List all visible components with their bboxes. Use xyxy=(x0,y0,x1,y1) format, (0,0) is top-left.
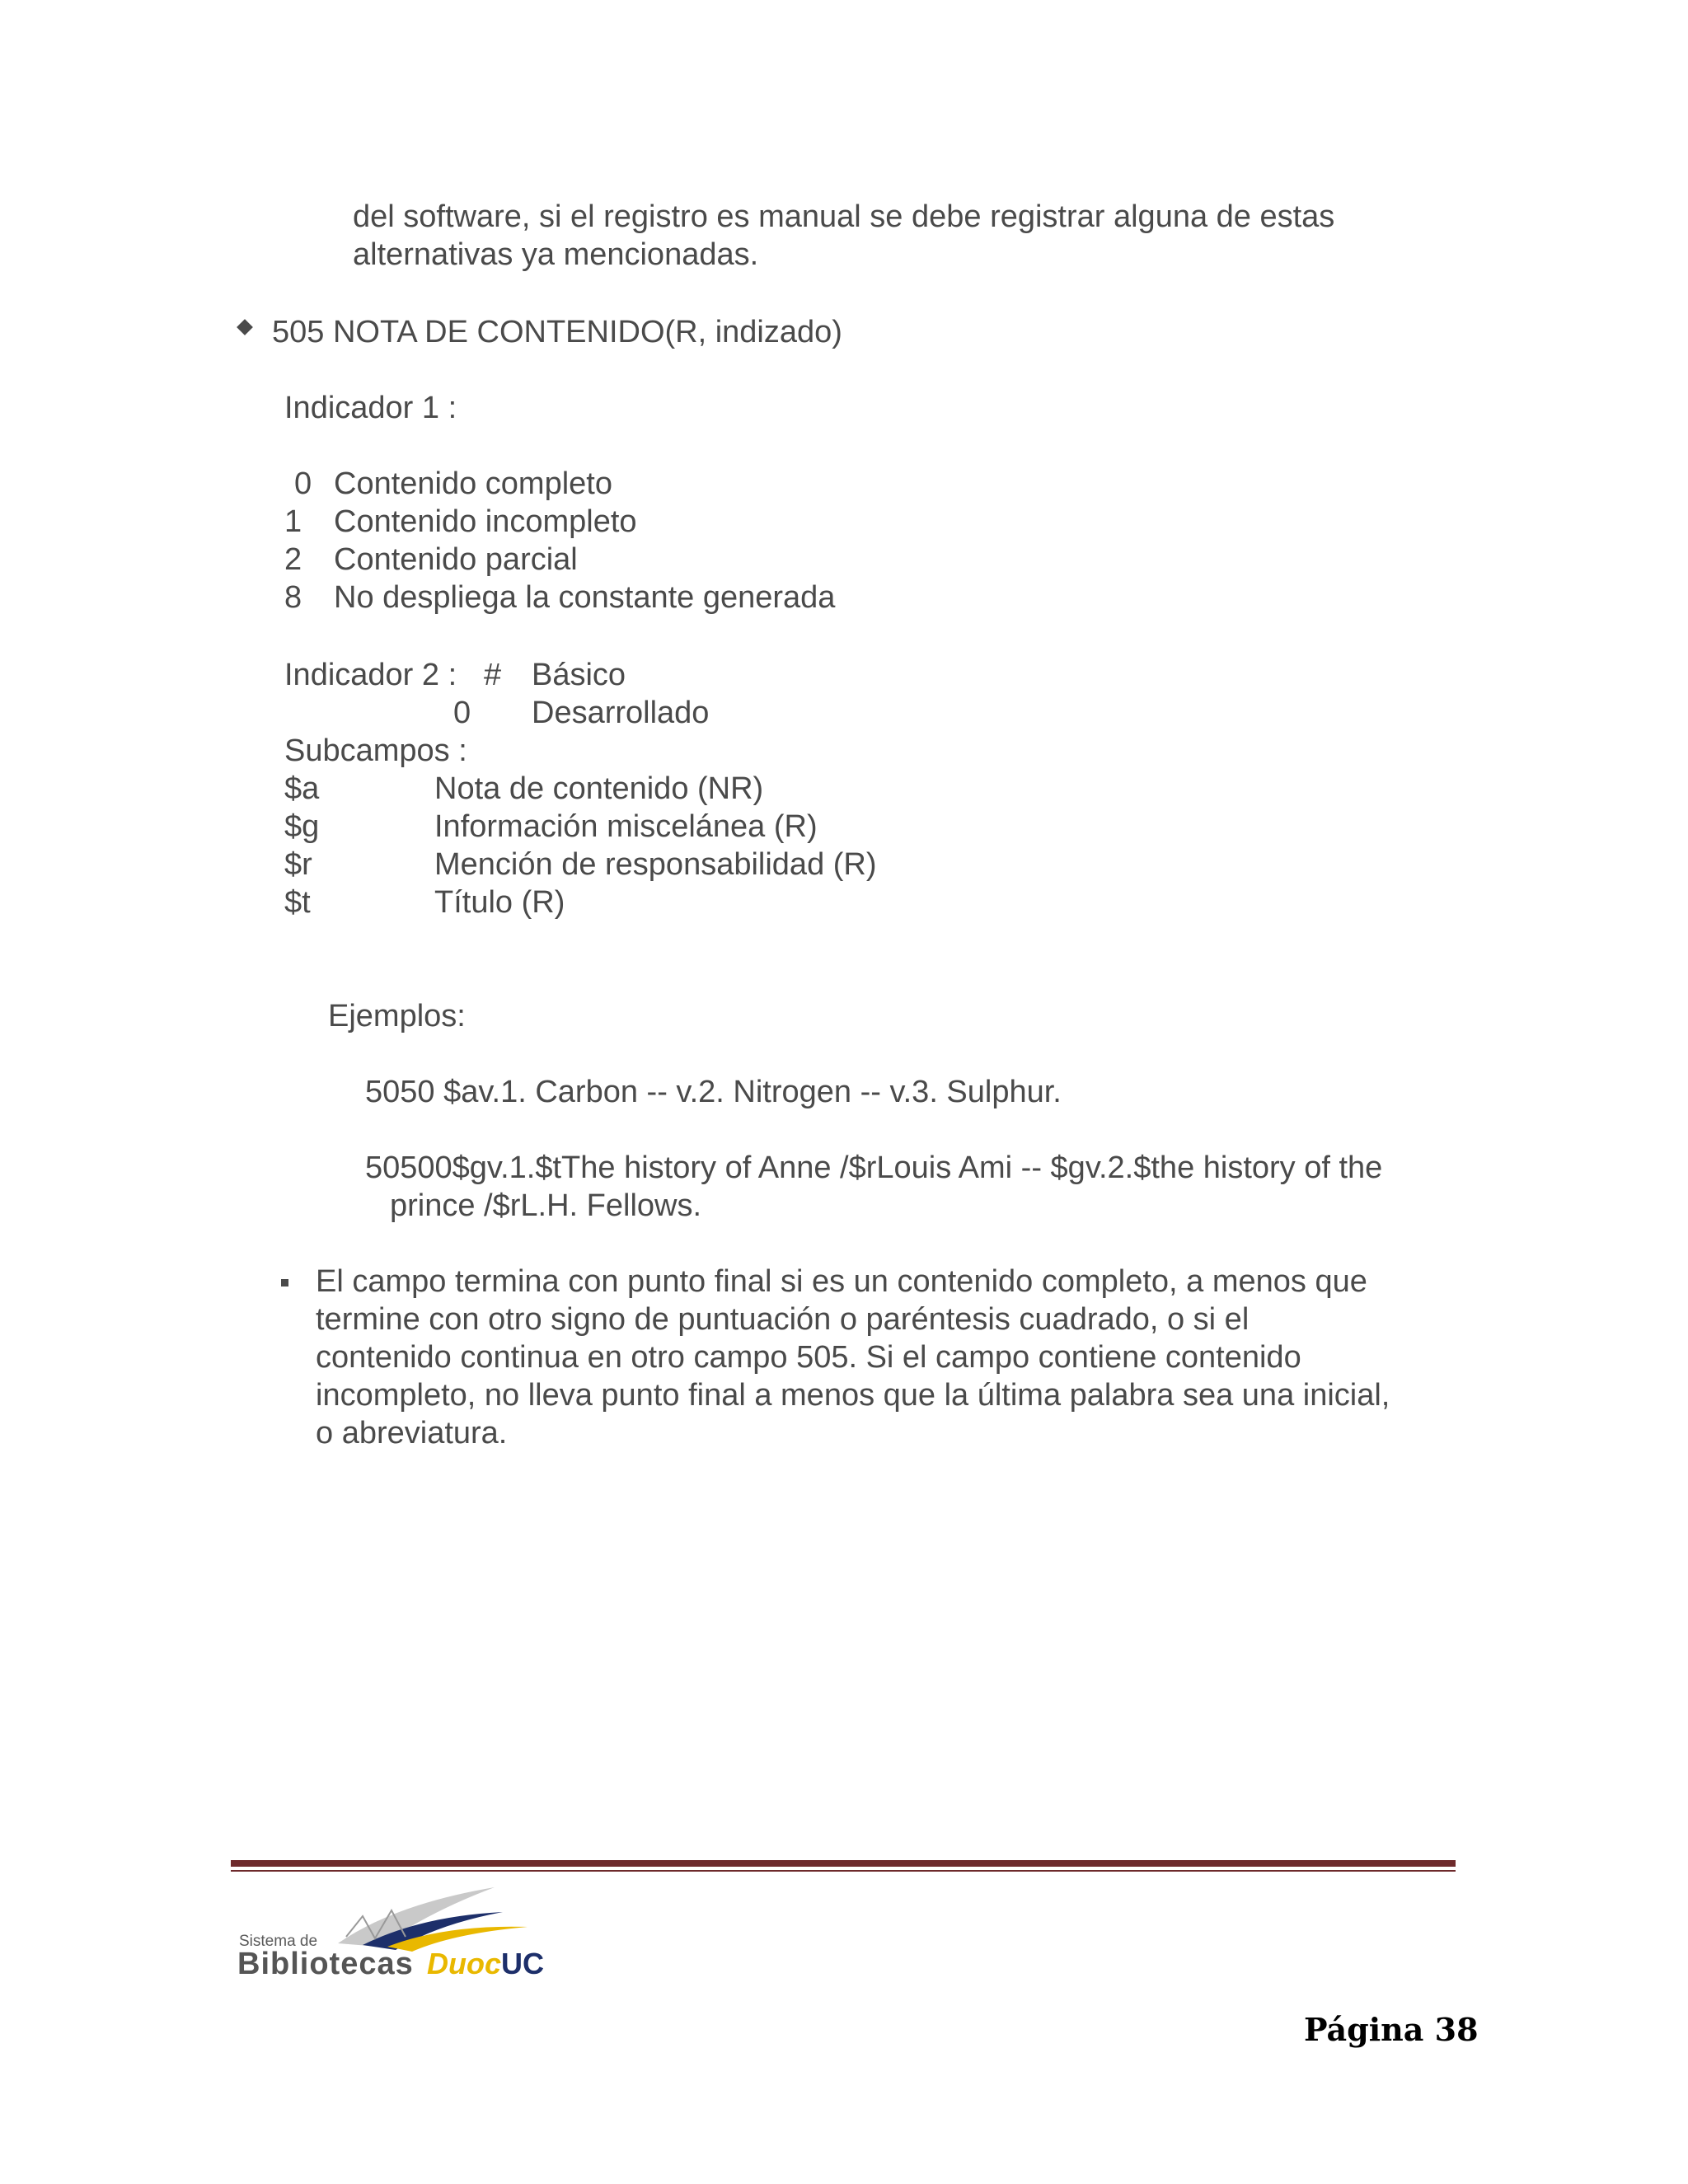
section-heading: 505 NOTA DE CONTENIDO(R, indizado) xyxy=(272,315,842,349)
indicator-code: 8 xyxy=(284,580,302,615)
square-bullet-icon xyxy=(281,1279,288,1286)
subfield-code: $r xyxy=(284,847,312,882)
subfields-list xyxy=(284,770,1026,921)
library-logo xyxy=(231,1879,585,1981)
list-item xyxy=(284,770,1026,808)
subfield-code: $g xyxy=(284,809,320,844)
logo-big-text: Bibliotecas xyxy=(237,1947,414,1981)
logo-brand xyxy=(427,1947,544,1981)
note-line: termine con otro signo de puntuación o paréntesis cuadrado, o si el xyxy=(316,1302,1250,1337)
footer-rule-thin xyxy=(231,1870,1456,1872)
subfield-code: $a xyxy=(284,771,320,806)
page-number: Página 38 xyxy=(1304,2011,1479,2048)
footer-rule-thick xyxy=(231,1860,1456,1867)
subfield-desc: Información miscelánea (R) xyxy=(434,809,818,844)
indicator-code: 0 xyxy=(453,696,471,730)
logo-brand-duoc: Duoc xyxy=(427,1947,501,1980)
indicator-code: 2 xyxy=(284,542,302,577)
diamond-bullet-icon xyxy=(237,319,253,335)
note-line: incompleto, no lleva punto final a menos que la última palabra sea una inicial, xyxy=(316,1378,1390,1413)
indicator-code: # xyxy=(484,658,502,692)
indicator-desc: Contenido incompleto xyxy=(334,504,637,539)
subfield-desc: Título (R) xyxy=(434,885,565,920)
indicator-desc: Contenido parcial xyxy=(334,542,578,577)
subfield-desc: Nota de contenido (NR) xyxy=(434,771,764,806)
example-2-line-2: prince /$rL.H. Fellows. xyxy=(390,1188,702,1223)
list-item xyxy=(284,846,1026,883)
indicator-code: 1 xyxy=(284,504,302,539)
examples-label: Ejemplos: xyxy=(328,999,466,1033)
list-item xyxy=(284,579,1026,616)
note-line: o abreviatura. xyxy=(316,1416,508,1451)
list-item xyxy=(284,503,1026,541)
subfield-desc: Mención de responsabilidad (R) xyxy=(434,847,877,882)
indicator-desc: Desarrollado xyxy=(532,696,710,730)
intro-paragraph xyxy=(353,198,1334,274)
subfield-code: $t xyxy=(284,885,311,920)
indicator-1-list xyxy=(284,465,1026,616)
indicator-code: 0 xyxy=(294,466,312,501)
note-paragraph xyxy=(316,1263,1470,1452)
example-1: 5050 $av.1. Carbon -- v.2. Nitrogen -- v.3. Sulphur. xyxy=(365,1075,1062,1109)
logo-swoosh-icon xyxy=(330,1879,544,1953)
indicator-1-label: Indicador 1 : xyxy=(284,391,457,425)
indicator-desc: Básico xyxy=(532,658,626,692)
indicator-2-label: Indicador 2 : xyxy=(284,658,457,692)
list-item xyxy=(284,883,1026,921)
indicator-desc: Contenido completo xyxy=(334,466,612,501)
subfields-label: Subcampos : xyxy=(284,733,467,768)
intro-line-1: del software, si el registro es manual se debe registrar alguna de estas xyxy=(353,199,1335,234)
logo-small-text: Sistema de xyxy=(239,1933,318,1950)
note-line: contenido continua en otro campo 505. Si el campo contiene contenido xyxy=(316,1340,1301,1375)
list-item xyxy=(284,465,1026,503)
list-item xyxy=(284,808,1026,846)
indicator-desc: No despliega la constante generada xyxy=(334,580,836,615)
note-line: El campo termina con punto final si es un contenido completo, a menos que xyxy=(316,1264,1367,1299)
intro-line-2: alternativas ya mencionadas. xyxy=(353,237,759,272)
list-item xyxy=(284,541,1026,579)
example-2-line-1: 50500$gv.1.$tThe history of Anne /$rLouis Ami -- $gv.2.$the history of the xyxy=(365,1151,1383,1185)
logo-brand-uc: UC xyxy=(501,1947,544,1980)
